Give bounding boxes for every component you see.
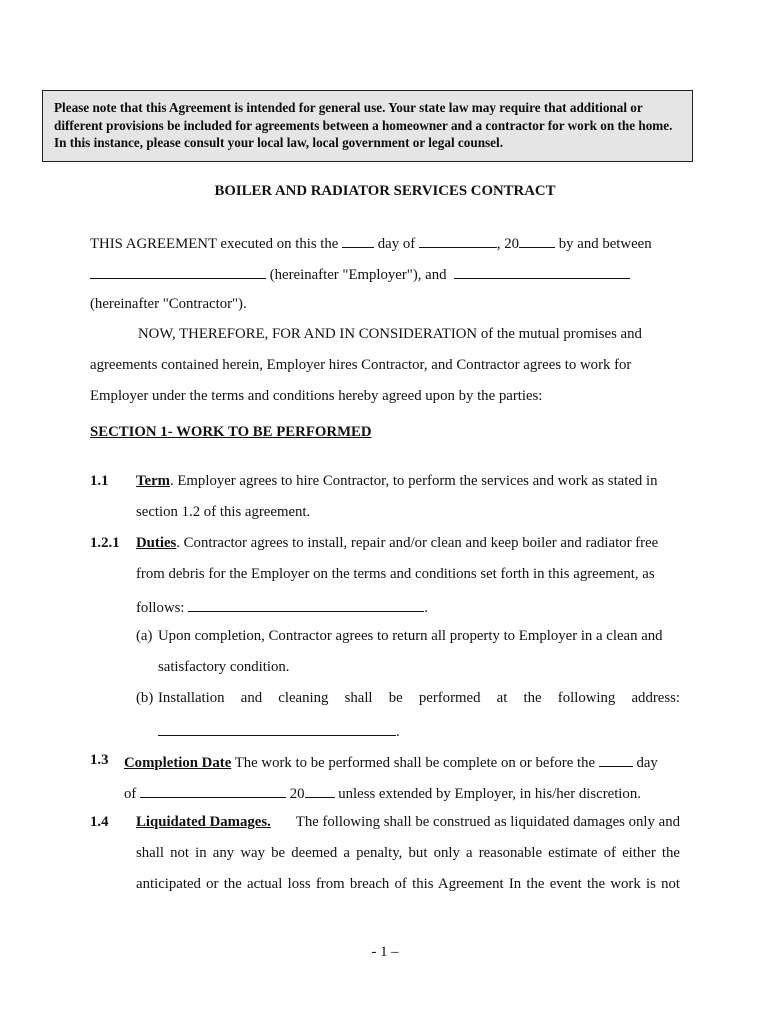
clause-1-4-line-1: [136, 814, 680, 831]
clause-number: 1.2.1: [90, 535, 120, 551]
clause-text: .: [424, 600, 428, 616]
intro-text: , 20: [496, 236, 520, 252]
clause-number: 1.3: [90, 752, 109, 768]
item-b-line-2: [158, 721, 400, 741]
completion-month-blank[interactable]: [140, 783, 286, 798]
clause-text: The following shall be construed as liquidated damages only and: [295, 814, 680, 830]
completion-day-blank[interactable]: [599, 752, 633, 767]
intro-line-2: [90, 264, 630, 284]
item-a-label: (a): [136, 628, 153, 644]
clause-1-3-line-2: [124, 783, 641, 803]
clause-text: of: [124, 786, 137, 802]
clause-1-2-1-line-1: [136, 535, 658, 552]
clause-text: . Contractor agrees to install, repair and/or clean and keep boiler and radiator free: [176, 535, 659, 551]
page-number: - 1 –: [371, 944, 399, 960]
intro-line-1: [90, 233, 652, 253]
clause-text: unless extended by Employer, in his/her discretion.: [338, 786, 641, 802]
clause-title: Liquidated Damages.: [136, 814, 271, 830]
item-b-word: address:: [631, 690, 680, 706]
clause-text: . Employer agrees to hire Contractor, to perform the services and work as stated in: [169, 473, 658, 489]
intro-line-5: agreements contained herein, Employer hires Contractor, and Contractor agrees to work for: [90, 357, 632, 373]
item-b-word: at: [496, 690, 508, 706]
intro-text: day of: [377, 236, 416, 252]
item-b-word: cleaning: [278, 690, 329, 706]
clause-1-1-line-2: section 1.2 of this agreement.: [136, 504, 311, 520]
clause-1-2-1-line-2: from debris for the Employer on the terms and conditions set forth in this agreement, as: [136, 566, 655, 582]
clause-text: 20: [289, 786, 305, 802]
item-a-line-1: Upon completion, Contractor agrees to return all property to Employer in a clean and: [158, 628, 663, 644]
clause-1-3-line-1: [124, 752, 658, 772]
contract-title: BOILER AND RADIATOR SERVICES CONTRACT: [214, 183, 556, 199]
clause-text: The work to be performed shall be complete on or before the: [234, 755, 596, 771]
intro-line-6: Employer under the terms and conditions hereby agreed upon by the parties:: [90, 388, 543, 404]
month-blank[interactable]: [419, 233, 497, 248]
item-b-word: and: [240, 690, 263, 706]
clause-1-4-line-3: anticipated or the actual loss from breach of this Agreement In the event the work is not: [136, 876, 680, 892]
item-b-word: be: [388, 690, 403, 706]
item-b-word: following: [557, 690, 616, 706]
clause-text: .: [396, 724, 400, 740]
clause-number: 1.4: [90, 814, 109, 830]
item-b-word: the: [523, 690, 542, 706]
item-b-word: Installation: [158, 690, 225, 706]
clause-text: follows:: [136, 600, 185, 616]
intro-line-3: (hereinafter "Contractor").: [90, 296, 247, 312]
clause-1-2-1-line-3: [136, 597, 428, 617]
clause-text: day: [636, 755, 658, 771]
item-b-word: performed: [418, 690, 481, 706]
clause-title: Term: [136, 473, 170, 489]
completion-year-blank[interactable]: [305, 783, 335, 798]
clause-title: Completion Date: [124, 755, 232, 771]
item-a-line-2: satisfactory condition.: [158, 659, 290, 675]
item-b-word: shall: [344, 690, 373, 706]
item-b-label: (b): [136, 690, 154, 706]
duties-blank[interactable]: [188, 597, 424, 612]
intro-text: by and between: [558, 236, 652, 252]
contractor-name-blank[interactable]: [454, 264, 630, 279]
year-blank[interactable]: [519, 233, 555, 248]
section-1-heading: SECTION 1- WORK TO BE PERFORMED: [90, 424, 372, 440]
intro-text: (hereinafter "Employer"), and: [269, 267, 447, 283]
clause-title: Duties: [136, 535, 177, 551]
intro-line-4: NOW, THEREFORE, FOR AND IN CONSIDERATION of the mutual promises and: [138, 326, 642, 342]
clause-1-4-line-2: shall not in any way be deemed a penalty, but only a reasonable estimate of either the: [136, 845, 680, 861]
day-blank[interactable]: [342, 233, 374, 248]
clause-1-1-line-1: [136, 473, 658, 490]
employer-name-blank[interactable]: [90, 264, 266, 279]
general-use-notice: Please note that this Agreement is intended for general use. Your state law may require that additional or different provisions be included for agreements between a homeowner and a contractor for work on the home. In this instance, please consult your local law, local government or legal counsel.: [42, 90, 693, 162]
clause-number: 1.1: [90, 473, 109, 489]
item-b-line-1: [158, 690, 680, 707]
address-blank[interactable]: [158, 721, 396, 736]
intro-text: THIS AGREEMENT executed on this the: [90, 236, 339, 252]
